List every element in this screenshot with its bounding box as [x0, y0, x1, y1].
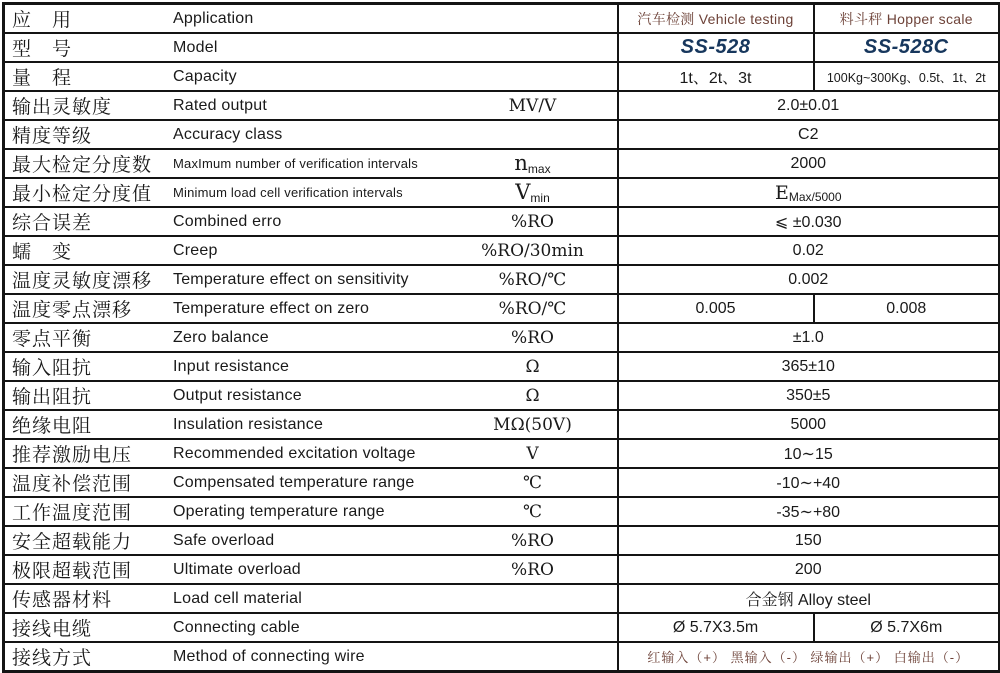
table-row — [4, 4, 1000, 34]
label-cn: 工作温度范围 — [12, 502, 133, 524]
unit-label: ℃ — [522, 472, 543, 493]
label-wrap — [5, 614, 617, 641]
value-cell: SS-528 — [618, 33, 814, 62]
value-cell: 1t、2t、3t — [618, 62, 814, 91]
label-cell — [4, 584, 618, 613]
label-cell — [4, 178, 618, 207]
table-row — [4, 352, 1000, 381]
label-en: Recommended excitation voltage — [173, 444, 416, 462]
value-cell: -10∼+40 — [618, 468, 1000, 497]
label-cn: 极限超载范围 — [12, 560, 133, 582]
unit-label: Ω — [525, 356, 540, 377]
value-cell: 料斗秤 Hopper scale — [814, 4, 1000, 34]
table-row — [4, 149, 1000, 178]
value-cell: ±1.0 — [618, 323, 1000, 352]
table-row — [4, 642, 1000, 672]
label-cell — [4, 149, 618, 178]
table-row — [4, 207, 1000, 236]
label-wrap — [5, 208, 617, 235]
label-cell — [4, 207, 618, 236]
unit-label: %RO — [511, 530, 554, 551]
label-wrap — [5, 498, 617, 525]
unit-label: MΩ(50V) — [493, 414, 572, 435]
label-cell — [4, 642, 618, 672]
label-cell — [4, 265, 618, 294]
label-cell — [4, 555, 618, 584]
label-cn: 应 用 — [12, 9, 73, 31]
value-cell: 10∼15 — [618, 439, 1000, 468]
label-cn: 温度零点漂移 — [12, 299, 133, 321]
label-wrap — [5, 411, 617, 438]
label-cell — [4, 352, 618, 381]
unit-label: %RO — [511, 327, 554, 348]
label-cell — [4, 33, 618, 62]
label-wrap — [5, 527, 617, 554]
value-symbol: E — [774, 181, 789, 204]
label-en: Insulation resistance — [173, 415, 324, 433]
label-cell — [4, 120, 618, 149]
label-en: Rated output — [173, 96, 268, 114]
label-cell — [4, 381, 618, 410]
unit-label: MV/V — [508, 95, 557, 116]
label-en: Capacity — [173, 67, 237, 85]
value-cell: 合金钢 Alloy steel — [618, 584, 1000, 613]
label-en: Zero balance — [173, 328, 269, 346]
value-cell: Ø 5.7X3.5m — [618, 613, 814, 642]
label-en: Application — [173, 9, 254, 27]
label-cn: 量 程 — [12, 67, 73, 89]
value-cell: C2 — [618, 120, 1000, 149]
label-cell — [4, 497, 618, 526]
label-wrap — [5, 643, 617, 670]
table-row — [4, 323, 1000, 352]
unit-subscript: min — [530, 191, 550, 205]
unit-label: %RO/℃ — [498, 269, 567, 290]
label-cn: 输入阻抗 — [12, 357, 93, 379]
value-cell: 0.008 — [814, 294, 1000, 323]
spec-table-body — [4, 4, 1000, 672]
label-wrap — [5, 34, 617, 61]
label-wrap — [5, 585, 617, 612]
label-en: Safe overload — [173, 531, 275, 549]
table-row — [4, 294, 1000, 323]
label-en: Compensated temperature range — [173, 473, 415, 491]
label-cn: 接线电缆 — [12, 618, 93, 640]
label-cell — [4, 468, 618, 497]
label-cn: 零点平衡 — [12, 328, 93, 350]
label-cell — [4, 236, 618, 265]
label-wrap — [5, 469, 617, 496]
label-cn: 安全超载能力 — [12, 531, 133, 553]
label-cell — [4, 91, 618, 120]
unit-symbol: n — [514, 151, 528, 175]
label-cn: 绝缘电阻 — [12, 415, 93, 437]
table-row — [4, 439, 1000, 468]
unit-label: Ω — [525, 385, 540, 406]
label-wrap — [5, 324, 617, 351]
value-cell — [618, 178, 1000, 207]
value-cell: 350±5 — [618, 381, 1000, 410]
label-wrap — [5, 150, 617, 177]
value-cell: 红输入（+） 黑输入（-） 绿输出（+） 白输出（-） — [618, 642, 1000, 672]
value-cell: 汽车检测 Vehicle testing — [618, 4, 814, 34]
label-cn: 输出灵敏度 — [12, 96, 113, 118]
value-cell: Ø 5.7X6m — [814, 613, 1000, 642]
label-en: Input resistance — [173, 357, 290, 375]
value-cell: 100Kg~300Kg、0.5t、1t、2t — [814, 62, 1000, 91]
label-cn: 接线方式 — [12, 647, 93, 669]
table-row — [4, 62, 1000, 91]
table-row — [4, 468, 1000, 497]
label-cn: 综合误差 — [12, 212, 93, 234]
value-cell: 0.005 — [618, 294, 814, 323]
label-wrap — [5, 92, 617, 119]
label-en: Creep — [173, 241, 218, 259]
label-cn: 型 号 — [12, 38, 73, 60]
label-en: Combined erro — [173, 212, 282, 230]
unit-label: ℃ — [522, 501, 543, 522]
value-cell: 5000 — [618, 410, 1000, 439]
value-cell: -35∼+80 — [618, 497, 1000, 526]
label-wrap — [5, 556, 617, 583]
label-cn: 精度等级 — [12, 125, 93, 147]
table-row — [4, 236, 1000, 265]
label-cell — [4, 613, 618, 642]
label-wrap — [5, 121, 617, 148]
label-en: Load cell material — [173, 589, 302, 607]
label-wrap — [5, 382, 617, 409]
label-wrap — [5, 353, 617, 380]
label-cn: 传感器材料 — [12, 589, 113, 611]
value-cell: 150 — [618, 526, 1000, 555]
label-cn: 蠕 变 — [12, 241, 73, 263]
table-row — [4, 120, 1000, 149]
table-row — [4, 526, 1000, 555]
label-cell — [4, 294, 618, 323]
spec-table — [2, 2, 1000, 673]
value-subscript: Max/5000 — [788, 189, 842, 204]
label-wrap — [5, 440, 617, 467]
label-en: Minimum load cell verification intervals — [173, 185, 403, 200]
unit-label: %RO — [511, 211, 554, 232]
unit-label: %RO — [511, 559, 554, 580]
label-cell — [4, 62, 618, 91]
label-en: Ultimate overload — [173, 560, 301, 578]
label-cn: 最小检定分度值 — [12, 183, 153, 205]
unit-label: %RO/℃ — [498, 298, 567, 319]
table-row — [4, 555, 1000, 584]
label-cell — [4, 439, 618, 468]
label-wrap — [5, 63, 617, 90]
label-en: Connecting cable — [173, 618, 300, 636]
value-cell: 200 — [618, 555, 1000, 584]
table-row — [4, 178, 1000, 207]
label-wrap — [5, 237, 617, 264]
table-row — [4, 91, 1000, 120]
unit-symbol: V — [515, 180, 531, 204]
table-row — [4, 265, 1000, 294]
label-cn: 温度灵敏度漂移 — [12, 270, 153, 292]
label-cn: 最大检定分度数 — [12, 154, 153, 176]
label-cn: 输出阻抗 — [12, 386, 93, 408]
label-en: Temperature effect on sensitivity — [173, 270, 409, 288]
label-wrap — [5, 266, 617, 293]
table-row — [4, 584, 1000, 613]
table-row — [4, 410, 1000, 439]
label-en: MaxImum number of verification intervals — [173, 156, 418, 171]
label-en: Operating temperature range — [173, 502, 385, 520]
label-cell — [4, 410, 618, 439]
label-en: Output resistance — [173, 386, 302, 404]
table-row — [4, 33, 1000, 62]
label-cn: 温度补偿范围 — [12, 473, 133, 495]
value-cell: 0.02 — [618, 236, 1000, 265]
label-cn: 推荐激励电压 — [12, 444, 133, 466]
unit-label: %RO/30min — [481, 240, 584, 261]
label-cell — [4, 4, 618, 34]
label-en: Model — [173, 38, 218, 56]
value-cell: 0.002 — [618, 265, 1000, 294]
unit-label — [449, 180, 617, 205]
value-cell: 2000 — [618, 149, 1000, 178]
value-cell: ⩽ ±0.030 — [618, 207, 1000, 236]
label-cell — [4, 526, 618, 555]
value-cell: SS-528C — [814, 33, 1000, 62]
label-wrap — [5, 179, 617, 206]
unit-label — [449, 151, 617, 176]
unit-subscript: max — [527, 162, 551, 176]
label-en: Method of connecting wire — [173, 647, 365, 665]
label-cell — [4, 323, 618, 352]
value-cell: 2.0±0.01 — [618, 91, 1000, 120]
table-row — [4, 613, 1000, 642]
label-en: Accuracy class — [173, 125, 283, 143]
value-cell: 365±10 — [618, 352, 1000, 381]
unit-label: V — [526, 443, 539, 464]
table-row — [4, 497, 1000, 526]
label-wrap — [5, 295, 617, 322]
table-row — [4, 381, 1000, 410]
label-wrap — [5, 5, 617, 32]
label-en: Temperature effect on zero — [173, 299, 370, 317]
